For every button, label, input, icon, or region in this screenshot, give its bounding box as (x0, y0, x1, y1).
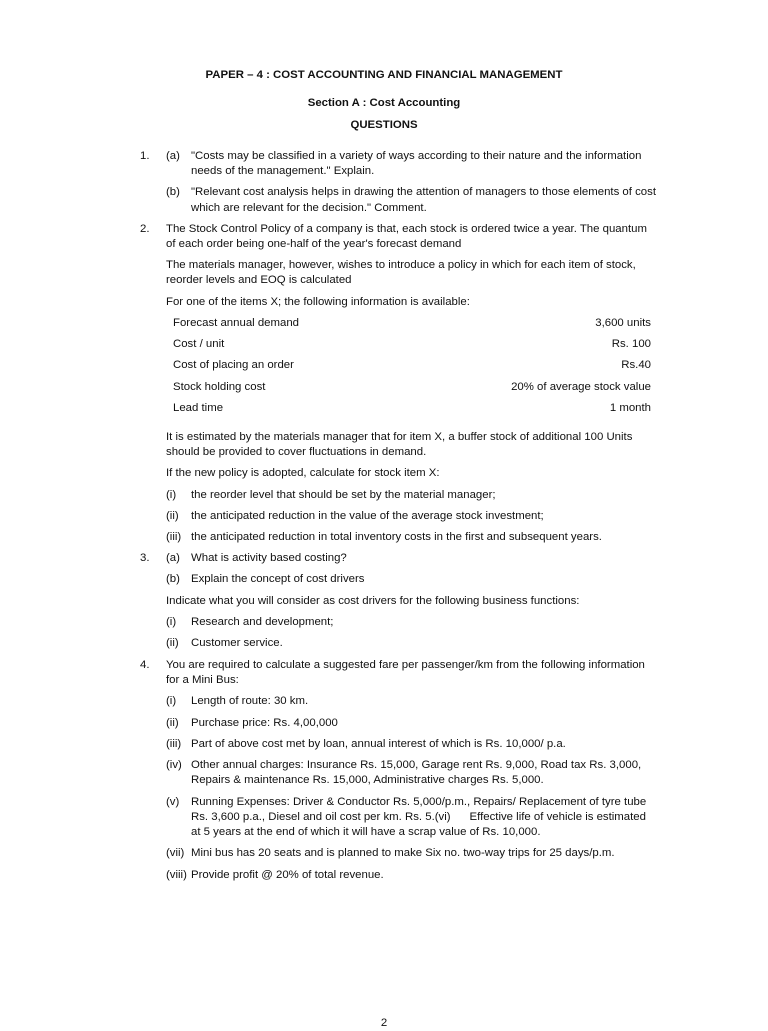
data-value: 3,600 units (595, 317, 651, 329)
question-text: What is activity based costing? (191, 552, 347, 564)
paper-title: PAPER – 4 : COST ACCOUNTING AND FINANCIAL MANAGEMENT (205, 69, 563, 81)
item-label: (i) (166, 616, 177, 628)
data-label: Cost / unit (173, 338, 225, 350)
subquestion-label: (b) (166, 186, 180, 198)
item-label: (ii) (166, 510, 179, 522)
item-text: Repairs & maintenance Rs. 15,000, Administrative charges Rs. 5,000. (191, 774, 544, 786)
item-label: (iii) (166, 738, 182, 750)
subquestion-label: (a) (166, 552, 180, 564)
item-label: (viii) (166, 869, 187, 881)
question-text: Indicate what you will consider as cost drivers for the following business functions: (166, 595, 580, 607)
item-label: (iv) (166, 759, 182, 771)
item-label: (i) (166, 489, 177, 501)
question-text: For one of the items X; the following information is available: (166, 296, 470, 308)
question-text: needs of the management." Explain. (191, 165, 375, 177)
item-text: Customer service. (191, 637, 283, 649)
question-text: for a Mini Bus: (166, 674, 239, 686)
item-text: Part of above cost met by loan, annual interest of which is Rs. 10,000/ p.a. (191, 738, 566, 750)
item-label: (ii) (166, 637, 179, 649)
data-label: Stock holding cost (173, 381, 266, 393)
subquestion-label: (b) (166, 573, 180, 585)
question-text: It is estimated by the materials manager that for item X, a buffer stock of additional 100 Units (166, 431, 633, 443)
item-text: the anticipated reduction in the value of the average stock investment; (191, 510, 544, 522)
page-number: 2 (380, 1017, 388, 1029)
question-text: reorder levels and EOQ is calculated (166, 274, 352, 286)
question-text: of each order being one-half of the year's forecast demand (166, 238, 462, 250)
question-number: 1. (140, 150, 150, 162)
item-text: Rs. 3,600 p.a., Diesel and oil cost per km. Rs. 5.(vi) Effective life of vehicle is estimated (191, 811, 646, 823)
question-text: The Stock Control Policy of a company is that, each stock is ordered twice a year. The quantum (166, 223, 647, 235)
questions-title: QUESTIONS (350, 119, 418, 131)
item-text: the anticipated reduction in total inventory costs in the first and subsequent years. (191, 531, 602, 543)
data-value: 20% of average stock value (511, 381, 651, 393)
data-value: Rs.40 (621, 359, 651, 371)
question-number: 3. (140, 552, 150, 564)
question-text: should be provided to cover fluctuations in demand. (166, 446, 427, 458)
item-label: (ii) (166, 717, 179, 729)
data-label: Lead time (173, 402, 224, 414)
data-value: 1 month (609, 402, 651, 414)
item-text: Length of route: 30 km. (191, 695, 309, 707)
item-label: (v) (166, 796, 180, 808)
item-text: Purchase price: Rs. 4,00,000 (191, 717, 338, 729)
data-value: Rs. 100 (611, 338, 651, 350)
question-text: which are relevant for the decision." Comment. (191, 202, 427, 214)
item-text: Running Expenses: Driver & Conductor Rs. 5,000/p.m., Repairs/ Replacement of tyre tube (191, 796, 647, 808)
item-label: (vii) (166, 847, 185, 859)
question-text: Explain the concept of cost drivers (191, 573, 365, 585)
item-text: Research and development; (191, 616, 334, 628)
data-label: Cost of placing an order (173, 359, 294, 371)
question-text: If the new policy is adopted, calculate for stock item X: (166, 467, 440, 479)
item-text: Other annual charges: Insurance Rs. 15,000, Garage rent Rs. 9,000, Road tax Rs. 3,000, (191, 759, 642, 771)
item-text: the reorder level that should be set by the material manager; (191, 489, 496, 501)
question-number: 4. (140, 659, 150, 671)
item-text: at 5 years at the end of which it will have a scrap value of Rs. 10,000. (191, 826, 541, 838)
item-text: Provide profit @ 20% of total revenue. (191, 869, 384, 881)
question-text: The materials manager, however, wishes to introduce a policy in which for each item of stock, (166, 259, 636, 271)
item-label: (iii) (166, 531, 182, 543)
section-title: Section A : Cost Accounting (307, 97, 461, 109)
data-label: Forecast annual demand (173, 317, 300, 329)
question-text: "Costs may be classified in a variety of ways according to their nature and the information (191, 150, 642, 162)
item-label: (i) (166, 695, 177, 707)
subquestion-label: (a) (166, 150, 180, 162)
question-number: 2. (140, 223, 150, 235)
item-text: Mini bus has 20 seats and is planned to make Six no. two-way trips for 25 days/p.m. (191, 847, 615, 859)
question-text: You are required to calculate a suggested fare per passenger/km from the following information (166, 659, 645, 671)
question-text: "Relevant cost analysis helps in drawing the attention of managers to those elements of cost (191, 186, 656, 198)
